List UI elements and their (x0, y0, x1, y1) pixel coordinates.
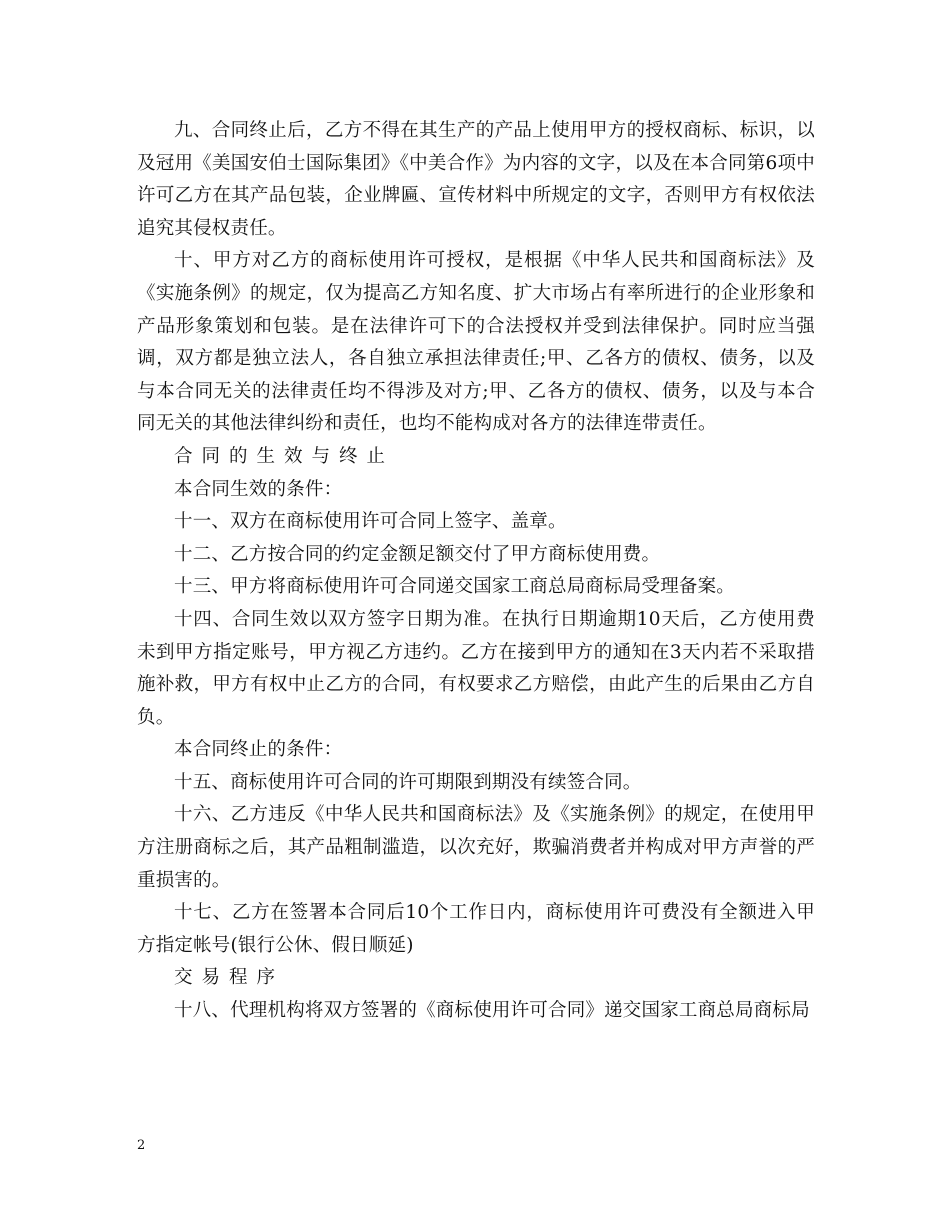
clause-10: 十、甲方对乙方的商标使用许可授权，是根据《中华人民共和国商标法》及《实施条例》的规定，仅为提高乙方知名度、扩大市场占有率所进行的企业形象和产品形象策划和包装。是在法律许可下的合法授权并受到法律保护。同时应当强调，双方都是独立法人，各自独立承担法律责任;甲、乙各方的债权、债务，以及与本合同无关的法律责任均不得涉及对方;甲、乙各方的债权、债务，以及与本合同无关的其他法律纠纷和责任，也均不能构成对各方的法律连带责任。 (137, 250, 815, 435)
clause-18: 十八、代理机构将双方签署的《商标使用许可合同》递交国家工商总局商标局 (174, 1000, 810, 1022)
clause-9: 九、合同终止后，乙方不得在其生产的产品上使用甲方的授权商标、标识，以及冠用《美国安伯士国际集团》《中美合作》为内容的文字，以及在本合同第6项中许可乙方在其产品包装，企业牌匾、宣传材料中所规定的文字，否则甲方有权依法追究其侵权责任。 (137, 120, 815, 239)
clause-14: 十四、合同生效以双方签字日期为准。在执行日期逾期10天后，乙方使用费未到甲方指定账号，甲方视乙方违约。乙方在接到甲方的通知在3天内若不采取措施补救，甲方有权中止乙方的合同，有权要求乙方赔偿，由此产生的后果由乙方自负。 (137, 608, 815, 728)
subheading-termination-conditions: 本合同终止的条件： (174, 739, 343, 761)
clause-15: 十五、商标使用许可合同的许可期限到期没有续签合同。 (174, 771, 642, 793)
section-heading-transaction-procedure: 交易程序 (174, 967, 285, 989)
section-heading-effect-termination: 合同的生效与终止 (174, 445, 395, 467)
clause-17: 十七、乙方在签署本合同后10个工作日内，商标使用许可费没有全额进入甲方指定帐号(银行公休、假日顺延) (137, 902, 815, 956)
clause-13: 十三、甲方将商标使用许可合同递交国家工商总局商标局受理备案。 (174, 576, 736, 598)
page-number: 2 (137, 1138, 146, 1153)
clause-11: 十一、双方在商标使用许可合同上签字、盖章。 (174, 511, 567, 533)
clause-16: 十六、乙方违反《中华人民共和国商标法》及《实施条例》的规定，在使用甲方注册商标之后，其产品粗制滥造，以次充好，欺骗消费者并构成对甲方声誉的严重损害的。 (137, 804, 815, 891)
document-body (137, 115, 815, 1028)
clause-12: 十二、乙方按合同的约定金额足额交付了甲方商标使用费。 (174, 543, 661, 565)
subheading-effect-conditions: 本合同生效的条件： (174, 478, 343, 500)
